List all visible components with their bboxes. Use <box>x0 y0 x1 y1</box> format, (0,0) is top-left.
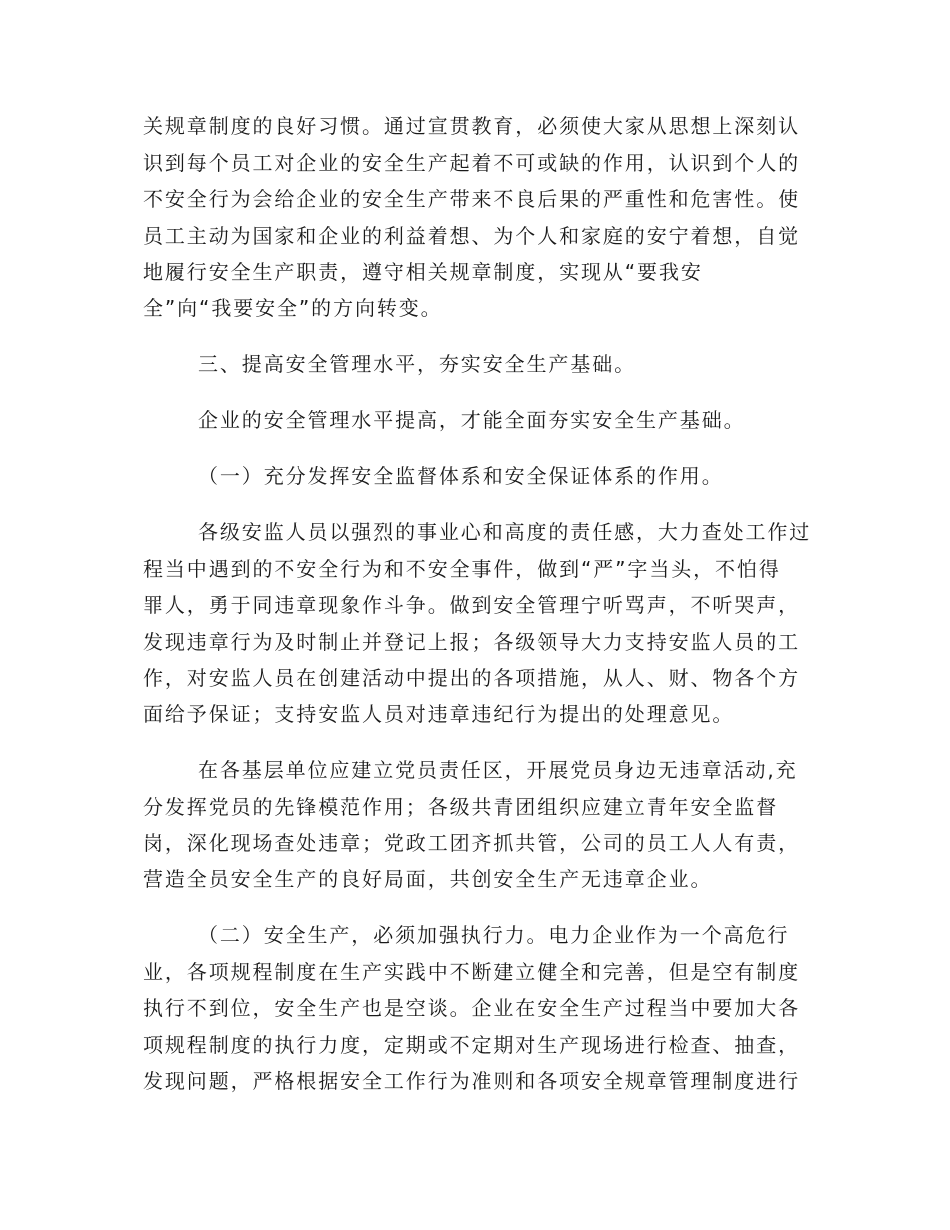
text-line: 企业的安全管理水平提高，才能全面夯实安全生产基础。 <box>198 408 746 432</box>
text-line: 在各基层单位应建立党员责任区，开展党员身边无违章活动,充 <box>198 758 798 782</box>
text-line: 关规章制度的良好习惯。通过宣贯教育，必须使大家从思想上深刻认 <box>143 114 800 138</box>
text-line: 项规程制度的执行力度，定期或不定期对生产现场进行检查、抽查， <box>143 1033 800 1057</box>
text-line: 全”向“我要安全”的方向转变。 <box>143 296 443 320</box>
text-line: 执行不到位，安全生产也是空谈。企业在安全生产过程当中要加大各 <box>143 996 800 1020</box>
text-line: 分发挥党员的先锋模范作用；各级共青团组织应建立青年安全监督 <box>143 795 779 819</box>
text-line: 发现违章行为及时制止并登记上报；各级领导大力支持安监人员的工 <box>143 630 800 654</box>
text-line: 罪人，勇于同违章现象作斗争。做到安全管理宁听骂声，不听哭声， <box>143 593 800 617</box>
text-line: 不安全行为会给企业的安全生产带来不良后果的严重性和危害性。使 <box>143 187 800 211</box>
section-heading: 三、提高安全管理水平，夯实安全生产基础。 <box>198 352 636 376</box>
text-line: 业，各项规程制度在生产实践中不断建立健全和完善，但是空有制度 <box>143 960 800 984</box>
subsection-heading: （二）安全生产，必须加强执行力。电力企业作为一个高危行 <box>198 923 790 947</box>
text-line: 程当中遇到的不安全行为和不安全事件，做到“严”字当头，不怕得 <box>143 557 781 581</box>
subsection-heading: （一）充分发挥安全监督体系和安全保证体系的作用。 <box>198 464 724 488</box>
text-line: 营造全员安全生产的良好局面，共创安全生产无违章企业。 <box>143 867 713 891</box>
text-line: 面给予保证；支持安监人员对违章违纪行为提出的处理意见。 <box>143 702 735 726</box>
text-line: 各级安监人员以强烈的事业心和高度的责任感，大力查处工作过 <box>198 520 812 544</box>
text-line: 识到每个员工对企业的安全生产起着不可或缺的作用，认识到个人的 <box>143 151 800 175</box>
text-line: 作，对安监人员在创建活动中提出的各项措施，从人、财、物各个方 <box>143 666 800 690</box>
text-line: 员工主动为国家和企业的利益着想、为个人和家庭的安宁着想，自觉 <box>143 224 800 248</box>
text-line: 岗，深化现场查处违章；党政工团齐抓共管，公司的员工人人有责， <box>143 831 800 855</box>
text-line: 发现问题，严格根据安全工作行为准则和各项安全规章管理制度进行 <box>143 1069 800 1093</box>
text-line: 地履行安全生产职责，遵守相关规章制度，实现从“要我安 <box>143 260 703 284</box>
